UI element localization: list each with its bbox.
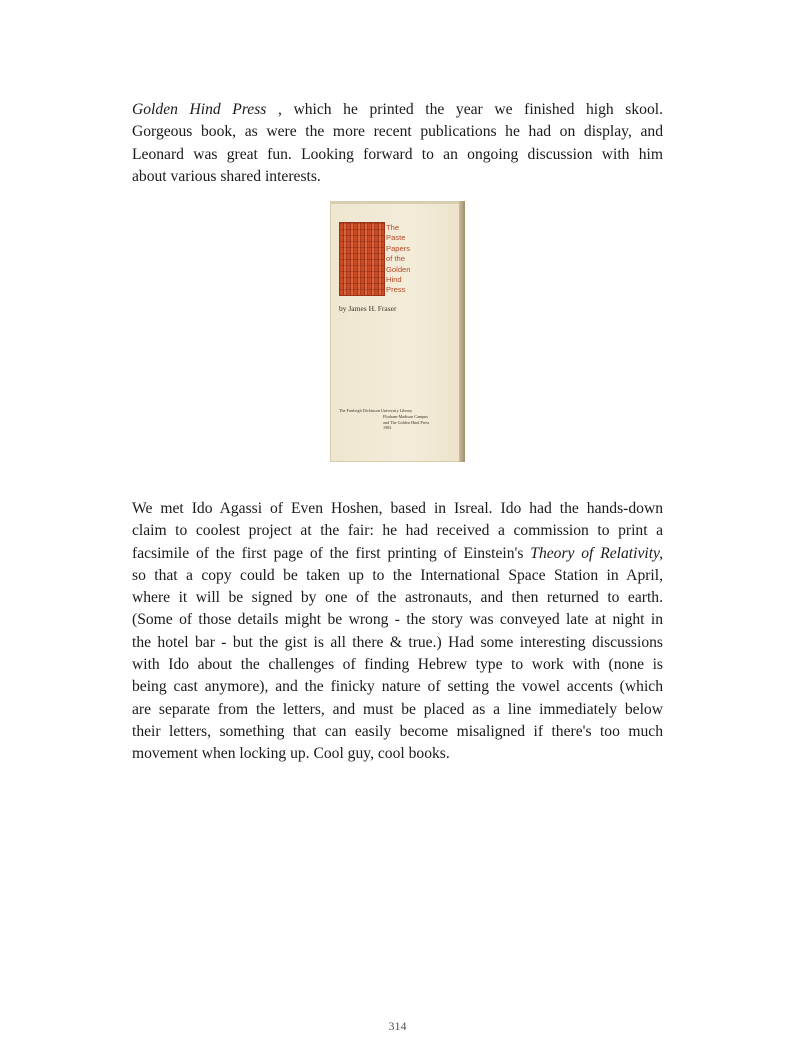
- text-line: Leonard was great fun. Looking forward to an ongoing discussion with him: [132, 145, 663, 163]
- text-line: We met Ido Agassi of Even Hoshen, based in Isreal. Ido had the hands-down: [132, 500, 663, 517]
- text-line: with Ido about the challenges of finding Hebrew type to work with (none is: [132, 656, 663, 674]
- cover-title-line: Press: [386, 285, 406, 295]
- book-title-italic: Golden Hind Press: [132, 101, 267, 118]
- text-segment: facsimile of the first page of the first printing of Einstein's: [132, 544, 531, 562]
- imprint-line: Florham-Madison Campus: [383, 413, 429, 419]
- text-line: the hotel bar - but the gist is all there & true.) Had some interesting discussions: [132, 633, 663, 651]
- text-line: about various shared interests.: [132, 167, 321, 185]
- paragraph-ido-agassi: [132, 498, 663, 766]
- paste-paper-swatch: [340, 223, 384, 295]
- book-cover-image: [330, 201, 465, 462]
- cover-title-line: Papers: [386, 243, 411, 253]
- text-line: (Some of those details might be wrong - the story was conveyed late at night in: [132, 611, 663, 629]
- page-number: 314: [388, 1019, 407, 1033]
- text-line: Gorgeous book, as were the more recent publications he had on display, and: [132, 123, 663, 141]
- imprint-line: and The Golden Hind Press: [383, 419, 430, 425]
- text-line: are separate from the letters, and must be placed as a line immediately below: [132, 700, 663, 718]
- text-line: where it will be signed by one of the astronauts, and then returned to earth.: [132, 589, 663, 607]
- cover-title-line: The: [386, 223, 400, 232]
- text-line: claim to coolest project at the fair: he had received a commission to print a: [132, 522, 663, 540]
- text-line: being cast anymore), and the finicky nature of setting the vowel accents (which: [132, 678, 663, 696]
- text-line: [132, 543, 663, 565]
- cover-title-line: Golden: [386, 264, 411, 274]
- text-line: their letters, something that can easily become misaligned if there's too much: [132, 722, 663, 740]
- imprint-line: The Fairleigh Dickinson University Library: [339, 408, 413, 413]
- cover-title-line: of the: [386, 254, 405, 264]
- cover-title-line: Paste: [386, 233, 406, 243]
- paragraph-golden-hind: [132, 99, 663, 188]
- book-title-italic: Theory of Relativity,: [530, 544, 663, 562]
- cover-title: [386, 223, 411, 296]
- text-segment: , which he printed the year we finished high skool.: [266, 101, 663, 118]
- text-line: so that a copy could be taken up to the International Space Station in April,: [132, 566, 663, 584]
- cover-edge: [330, 201, 465, 204]
- cover-imprint: [339, 408, 449, 431]
- text-line: [132, 99, 663, 121]
- text-line: movement when locking up. Cool guy, cool books.: [132, 745, 450, 763]
- imprint-line: 1983: [383, 425, 392, 431]
- cover-author: by James H. Fraser: [339, 304, 397, 313]
- cover-title-line: Hind: [386, 275, 402, 285]
- cover-spine: [459, 201, 465, 462]
